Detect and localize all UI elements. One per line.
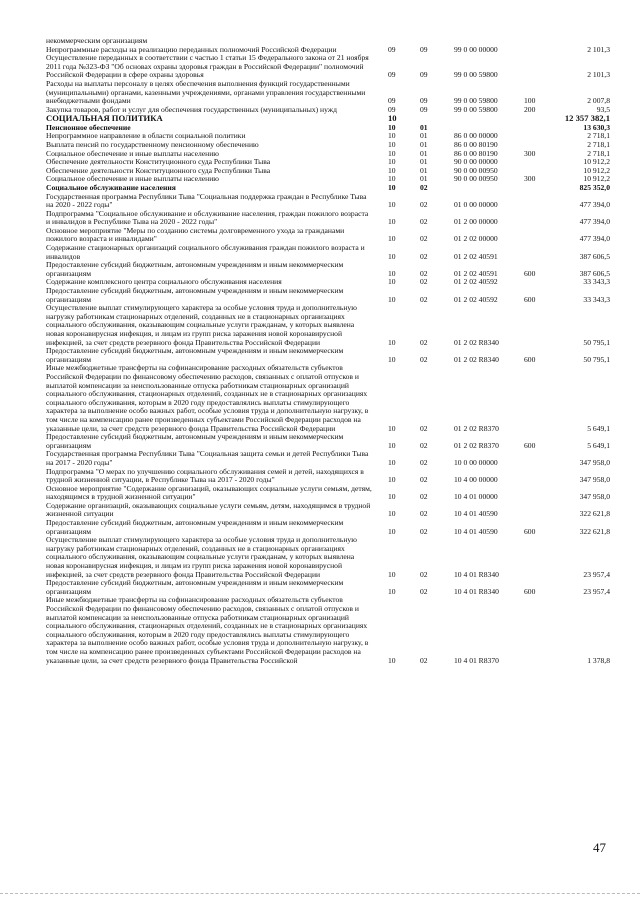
row-target-article: 10 4 01 00000 [454, 492, 498, 502]
row-amount: 2 718,1 [587, 148, 610, 158]
row-target-article: 01 2 02 40592 [454, 294, 498, 304]
row-section: 10 [388, 423, 396, 433]
row-name: Предоставление субсидий бюджетным, автономным учреждениям и иным некоммерческим организациям [46, 286, 344, 304]
row-name: Содержание стационарных организаций социального обслуживания граждан пожилого возраста и инвалидов [46, 243, 365, 261]
row-name: Предоставление субсидий бюджетным, автономным учреждениям и иным некоммерческим организациям [46, 432, 344, 450]
row-amount: 33 343,3 [583, 277, 610, 287]
table-row [46, 483, 610, 502]
row-name: Иные межбюджетные трансферты на софинансирование расходных обязательств субъектов Российской Федерации по финансовому обеспечению расходов, связанных с оплатой отпусков и выплатой компенсации за неиспользованные отпуска работникам стационарных организаций социального обслуживания, стационарных отделений, созданных не в стационарных организациях социального обслуживания, которым в 2020 году предоставлялись выплаты стимулирующего характера за выполнение особо важных работ, особые условия труда и дополнительную нагрузку, в том числе на компенсацию ранее произведенных субъектами Российской Федерации расходов на указанные цели, за счет средств резервного фонда Правительства Российской [46, 595, 369, 665]
row-subsection: 02 [420, 294, 428, 304]
row-amount: 10 912,2 [583, 165, 610, 175]
row-amount: 5 649,1 [587, 423, 610, 433]
row-name: Социальное обеспечение и иные выплаты населению [46, 148, 219, 158]
row-subsection: 01 [420, 122, 428, 132]
row-section: 09 [388, 96, 396, 106]
row-section: 10 [388, 457, 396, 467]
row-subsection: 02 [420, 457, 428, 467]
row-section: 10 [388, 131, 396, 141]
row-section: 10 [388, 294, 396, 304]
table-row [46, 449, 610, 467]
row-subsection: 02 [420, 423, 428, 433]
row-expense-type: 600 [524, 354, 536, 364]
row-target-article: 01 2 02 40591 [454, 268, 498, 278]
row-section: 10 [388, 268, 396, 278]
row-subsection: 02 [420, 509, 428, 519]
row-subsection: 02 [420, 492, 428, 502]
row-amount: 825 352,0 [579, 182, 610, 192]
row-name: Содержание комплексного центра социального обслуживания населения [46, 277, 282, 287]
table-row [46, 346, 610, 364]
row-amount: 387 606,5 [579, 251, 610, 261]
row-subsection: 02 [420, 337, 428, 347]
row-expense-type: 300 [524, 148, 536, 158]
table-row [46, 466, 610, 485]
row-amount: 2 101,3 [587, 70, 610, 80]
row-target-article: 99 0 00 59800 [454, 104, 498, 114]
scan-edge [0, 893, 640, 894]
row-name: некоммерческим организациям [46, 36, 148, 45]
row-subsection: 02 [420, 475, 428, 485]
row-section: 10 [388, 569, 396, 579]
row-target-article: 99 0 00 59800 [454, 96, 498, 106]
table-row [46, 191, 610, 210]
row-target-article: 86 0 00 00000 [454, 131, 498, 141]
row-amount: 50 795,1 [583, 354, 610, 364]
row-subsection: 01 [420, 157, 428, 167]
row-section: 10 [388, 526, 396, 536]
row-section: 10 [388, 492, 396, 502]
page-number: 47 [593, 840, 606, 855]
row-target-article: 86 0 00 80190 [454, 139, 498, 149]
row-amount: 5 649,1 [587, 440, 610, 450]
row-target-article: 10 4 01 40590 [454, 526, 498, 536]
row-amount: 347 958,0 [579, 475, 610, 485]
row-expense-type: 200 [524, 104, 536, 114]
row-name: Социальное обеспечение и иные выплаты населению [46, 174, 219, 184]
row-subsection: 01 [420, 148, 428, 158]
row-section: 10 [388, 277, 396, 287]
row-amount: 477 394,0 [579, 234, 610, 244]
table-row [46, 363, 610, 433]
row-expense-type: 600 [524, 294, 536, 304]
row-name: Обеспечение деятельности Конституционного суда Республики Тыва [46, 157, 271, 167]
row-amount: 322 621,8 [579, 526, 610, 536]
row-subsection: 02 [420, 182, 428, 192]
row-amount: 23 957,4 [583, 586, 610, 596]
row-target-article: 01 2 02 R8370 [454, 423, 499, 433]
row-subsection: 09 [420, 70, 428, 80]
row-name: Государственная программа Республики Тыва "Социальная поддержка граждан в Республике Тыва на 2020 - 2022 годы" [46, 191, 367, 210]
table-row [46, 303, 610, 347]
table-row [46, 286, 610, 304]
row-section: 10 [388, 113, 397, 124]
row-target-article: 01 2 00 00000 [454, 217, 498, 227]
row-section: 10 [388, 182, 396, 192]
row-name: Обеспечение деятельности Конституционного суда Республики Тыва [46, 165, 271, 175]
table-row [46, 578, 610, 596]
row-target-article: 86 0 00 80190 [454, 148, 498, 158]
table-row [46, 225, 610, 244]
row-name: Основное мероприятие "Содержание организаций, оказывающих социальные услуги семьям, детям, находящимся в трудной жизненной ситуации" [46, 483, 372, 502]
row-subsection: 02 [420, 655, 428, 665]
row-name: Выплата пенсий по государственному пенсионному обеспечению [46, 139, 259, 149]
table-row [46, 78, 610, 106]
row-name: Осуществление выплат стимулирующего характера за особые условия труда и дополнительную нагрузку работникам стационарных отделений, созданных не в стационарных организациях социального обслуживания, оказывающим социальные услуги гражданам, у которых выявлена новая коронавирусная инфекция, и лицам из групп риска заражения новой коронавирусной инфекцией, за счет средств резервного фонда Правительства Российской Федерации [46, 303, 357, 347]
row-name: Социальное обслуживание населения [46, 182, 176, 192]
row-amount: 10 912,2 [583, 174, 610, 184]
row-name: Предоставление субсидий бюджетным, автономным учреждениям и иным некоммерческим организациям [46, 346, 344, 364]
row-name: Подпрограмма "Социальное обслуживание и обслуживание населения, граждан пожилого возраста и инвалидов в Республике Тыва на 2020 - 2022 годы" [46, 208, 369, 227]
row-amount: 13 630,3 [583, 122, 610, 132]
row-subsection: 02 [420, 217, 428, 227]
row-target-article: 90 0 00 00950 [454, 174, 498, 184]
row-section: 10 [388, 148, 396, 158]
row-subsection: 02 [420, 234, 428, 244]
row-subsection: 02 [420, 268, 428, 278]
row-target-article: 10 4 01 R8370 [454, 655, 499, 665]
row-target-article: 90 0 00 00950 [454, 165, 498, 175]
row-target-article: 99 0 00 59800 [454, 70, 498, 80]
row-target-article: 01 2 02 40592 [454, 277, 498, 287]
row-expense-type: 300 [524, 174, 536, 184]
row-section: 09 [388, 70, 396, 80]
row-name: Предоставление субсидий бюджетным, автономным учреждениям и иным некоммерческим организациям [46, 260, 344, 278]
row-section: 10 [388, 165, 396, 175]
row-expense-type: 600 [524, 526, 536, 536]
row-target-article: 10 0 00 00000 [454, 457, 498, 467]
row-amount: 10 912,2 [583, 157, 610, 167]
table-row [46, 518, 610, 536]
row-amount: 477 394,0 [579, 217, 610, 227]
row-subsection: 02 [420, 526, 428, 536]
row-amount: 2 101,3 [587, 44, 610, 54]
row-name: Непрограммное направление в области социальной политики [46, 131, 246, 141]
row-subsection: 01 [420, 131, 428, 141]
row-section: 10 [388, 122, 396, 132]
row-section: 10 [388, 586, 396, 596]
table-row [46, 535, 610, 579]
row-section: 09 [388, 104, 396, 114]
row-target-article: 01 2 02 R8340 [454, 354, 499, 364]
row-target-article: 01 2 02 40591 [454, 251, 498, 261]
row-section: 10 [388, 200, 396, 210]
row-section: 09 [388, 44, 396, 54]
row-name: Пенсионное обеспечение [46, 122, 131, 132]
row-section: 10 [388, 475, 396, 485]
row-amount: 33 343,3 [583, 294, 610, 304]
row-section: 10 [388, 655, 396, 665]
row-name: Расходы на выплаты персоналу в целях обеспечения выполнения функций государственными (муниципальными) органами, казенными учреждениями, органами управления государственными внебюджетными фондами [46, 78, 366, 106]
row-amount: 2 718,1 [587, 139, 610, 149]
row-section: 10 [388, 509, 396, 519]
row-target-article: 01 0 00 00000 [454, 200, 498, 210]
row-amount: 322 621,8 [579, 509, 610, 519]
row-section: 10 [388, 157, 396, 167]
row-name: Предоставление субсидий бюджетным, автономным учреждениям и иным некоммерческим организациям [46, 578, 344, 596]
table-row [46, 53, 610, 80]
row-name: Подпрограмма "О мерах по улучшению социального обслуживания семей и детей, находящихся в трудной жизненной ситуации, в Республике Тыва на 2017 - 2020 годы" [46, 466, 364, 485]
table-row [46, 243, 610, 261]
row-subsection: 01 [420, 174, 428, 184]
row-subsection: 09 [420, 96, 428, 106]
row-amount: 23 957,4 [583, 569, 610, 579]
row-subsection: 02 [420, 586, 428, 596]
row-target-article: 10 4 01 R8340 [454, 569, 499, 579]
row-section: 10 [388, 337, 396, 347]
row-target-article: 01 2 02 R8370 [454, 440, 499, 450]
row-amount: 12 357 382,1 [564, 113, 610, 124]
row-subsection: 01 [420, 165, 428, 175]
row-name: Осуществление выплат стимулирующего характера за особые условия труда и дополнительную нагрузку работникам стационарных отделений, созданных не в стационарных организациях социального обслуживания, оказывающим социальные услуги гражданам, у которых выявлена новая коронавирусная инфекция, и лицам из групп риска заражения новой коронавирусной инфекцией, за счет средств резервного фонда Правительства Российской Федерации [46, 535, 357, 579]
row-subsection: 02 [420, 440, 428, 450]
row-subsection: 09 [420, 44, 428, 54]
table-row [46, 500, 610, 519]
row-subsection: 01 [420, 139, 428, 149]
row-target-article: 10 4 00 00000 [454, 475, 498, 485]
row-target-article: 10 4 01 R8340 [454, 586, 499, 596]
row-name: Содержание организаций, оказывающих социальные услуги семьям, детям, находящимся в трудной жизненной ситуации [46, 500, 371, 519]
row-expense-type: 100 [524, 96, 536, 106]
row-target-article: 99 0 00 00000 [454, 44, 498, 54]
budget-table [46, 36, 610, 665]
row-name: Иные межбюджетные трансферты на софинансирование расходных обязательств субъектов Российской Федерации по финансовому обеспечению расходов, связанных с оплатой отпусков и выплатой компенсации за неиспользованные отпуска работникам стационарных организаций социального обслуживания, стационарных отделений, созданных не в стационарных организациях социального обслуживания, которым в 2020 году предоставлялись выплаты стимулирующего характера за выполнение особо важных работ, особые условия труда и дополнительную нагрузку, в том числе на компенсацию ранее произведенных субъектами Российской Федерации расходов на указанные цели, за счет средств резервного фонда Правительства Российской Федерации [46, 363, 369, 433]
table-row [46, 432, 610, 450]
row-amount: 2 007,8 [587, 96, 610, 106]
row-section: 10 [388, 234, 396, 244]
row-target-article: 01 2 02 00000 [454, 234, 498, 244]
row-target-article: 10 4 01 40590 [454, 509, 498, 519]
row-subsection: 02 [420, 569, 428, 579]
row-section: 10 [388, 217, 396, 227]
row-subsection: 09 [420, 104, 428, 114]
row-subsection: 02 [420, 200, 428, 210]
row-name: Основное мероприятие "Меры по созданию системы долговременного ухода за гражданами пожилого возраста и инвалидами" [46, 225, 345, 244]
row-subsection: 02 [420, 354, 428, 364]
row-amount: 387 606,5 [579, 268, 610, 278]
row-amount: 347 958,0 [579, 492, 610, 502]
table-row [46, 595, 610, 665]
row-name: Государственная программа Республики Тыва "Социальная защита семьи и детей Республики Тыва на 2017 - 2020 годы" [46, 449, 369, 467]
row-subsection: 02 [420, 251, 428, 261]
row-target-article: 90 0 00 00000 [454, 157, 498, 167]
row-subsection: 02 [420, 277, 428, 287]
table-row [46, 260, 610, 278]
row-amount: 93,5 [596, 104, 610, 114]
row-expense-type: 600 [524, 440, 536, 450]
row-amount: 2 718,1 [587, 131, 610, 141]
row-amount: 50 795,1 [583, 337, 610, 347]
row-section: 10 [388, 251, 396, 261]
table-row [46, 208, 610, 227]
row-section: 10 [388, 174, 396, 184]
row-name: Непрограммные расходы на реализацию переданных полномочий Российской Федерации [46, 44, 337, 54]
row-name: Осуществление переданных в соответствии с частью 1 статьи 15 Федерального закона от 21 ноября 2011 года №323-ФЗ "Об основах охраны здоровья граждан в Российской Федерации" полномочий Российской Федерации в сфере охраны здоровья [46, 53, 369, 80]
row-target-article: 01 2 02 R8340 [454, 337, 499, 347]
row-name: Закупка товаров, работ и услуг для обеспечения государственных (муниципальных) нужд [46, 104, 337, 114]
row-expense-type: 600 [524, 586, 536, 596]
row-name: Предоставление субсидий бюджетным, автономным учреждениям и иным некоммерческим организациям [46, 518, 344, 536]
row-expense-type: 600 [524, 268, 536, 278]
row-amount: 477 394,0 [579, 200, 610, 210]
row-section: 10 [388, 440, 396, 450]
row-amount: 347 958,0 [579, 457, 610, 467]
row-section: 10 [388, 139, 396, 149]
row-amount: 1 378,8 [587, 655, 610, 665]
row-section: 10 [388, 354, 396, 364]
row-name: СОЦИАЛЬНАЯ ПОЛИТИКА [46, 113, 163, 124]
